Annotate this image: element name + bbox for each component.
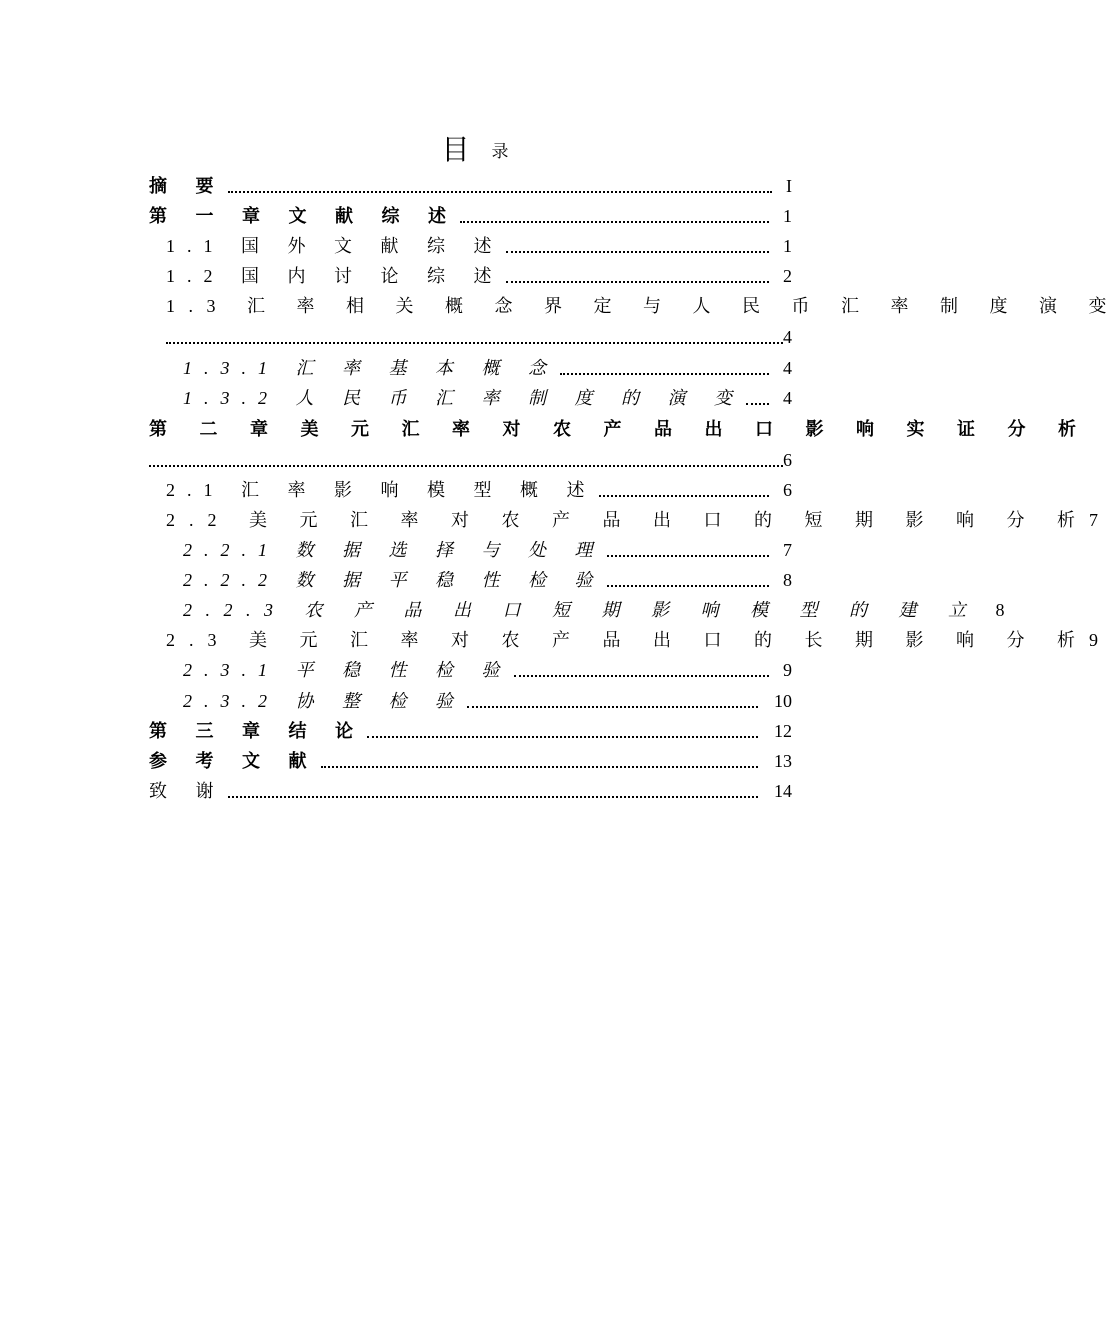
toc-entry-label: 2.2 美 元 汇 率 对 农 产 品 出 口 的 短 期 影 响 分 析 (166, 510, 1089, 530)
toc-entry-2-3-1[interactable] (183, 655, 792, 685)
toc-entry-page: 2 (783, 266, 792, 286)
toc-entry-label: 致 谢 (149, 781, 226, 801)
dot-leader (746, 403, 769, 405)
toc-entry-label: 2.2.3 农 产 品 出 口 短 期 影 响 模 型 的 建 立 (183, 600, 980, 620)
dot-leader (607, 585, 770, 587)
toc-entry-2-2-1[interactable] (183, 535, 792, 565)
toc-entry-page: 4 (783, 327, 792, 347)
dot-leader (321, 766, 759, 768)
dot-leader (367, 736, 758, 738)
toc-entry-page: 4 (783, 388, 792, 408)
toc-entry-label: 2.2.1 数 据 选 择 与 处 理 (183, 540, 605, 560)
toc-entry-label: 2.1 汇 率 影 响 模 型 概 述 (166, 480, 597, 500)
dot-leader (506, 251, 770, 253)
toc-entry-abstract[interactable] (149, 171, 792, 201)
toc-entry-2-2-2[interactable] (183, 565, 792, 595)
toc-entry-page: 12 (774, 721, 792, 741)
dot-leader (460, 221, 769, 223)
toc-entry-chapter-1[interactable] (149, 201, 792, 231)
toc-entry-label: 1.3.2 人 民 币 汇 率 制 度 的 演 变 (183, 388, 744, 408)
toc-entry-page: 6 (783, 480, 792, 500)
toc-entry-label: 2.3.2 协 整 检 验 (183, 691, 465, 711)
toc-entry-page: 9 (1089, 630, 1098, 650)
toc-title (0, 128, 950, 168)
toc-entry-1-2[interactable] (166, 261, 792, 291)
toc-entry-acknowledgements[interactable] (149, 776, 792, 806)
dot-leader (166, 342, 783, 344)
toc-entry-label: 第 三 章 结 论 (149, 721, 365, 741)
dot-leader (607, 555, 770, 557)
toc-entry-2-1[interactable] (166, 475, 792, 505)
toc-entry-1-3-leader-line[interactable] (166, 322, 792, 352)
toc-entry-page: 7 (1089, 510, 1098, 530)
dot-leader (467, 706, 758, 708)
toc-entry-1-3[interactable] (166, 291, 1120, 321)
toc-entry-page: 9 (783, 660, 792, 680)
toc-entry-label: 1.3 汇 率 相 关 概 念 界 定 与 人 民 币 汇 率 制 度 演 变 (166, 296, 1120, 316)
toc-title-secondary: 录 (491, 142, 509, 161)
toc-entry-label: 参 考 文 献 (149, 751, 319, 771)
toc-entry-1-3-1[interactable] (183, 353, 792, 383)
toc-entry-page: 8 (783, 570, 792, 590)
toc-entry-label: 2.2.2 数 据 平 稳 性 检 验 (183, 570, 605, 590)
toc-entry-label: 2.3 美 元 汇 率 对 农 产 品 出 口 的 长 期 影 响 分 析 (166, 630, 1089, 650)
toc-entry-page: 4 (783, 358, 792, 378)
toc-entry-2-2-3[interactable] (183, 595, 1005, 625)
toc-entry-chapter-3[interactable] (149, 716, 792, 746)
toc-entry-chapter-2[interactable] (149, 414, 1090, 444)
dot-leader (506, 281, 770, 283)
toc-entry-page: 14 (774, 781, 792, 801)
dot-leader (560, 373, 769, 375)
toc-entry-references[interactable] (149, 746, 792, 776)
dot-leader (228, 796, 759, 798)
toc-entry-label: 1.3.1 汇 率 基 本 概 念 (183, 358, 558, 378)
toc-entry-1-3-2[interactable] (183, 383, 792, 413)
toc-entry-label: 摘 要 (149, 176, 226, 196)
toc-entry-label: 2.3.1 平 稳 性 检 验 (183, 660, 512, 680)
toc-entry-label: 第 一 章 文 献 综 述 (149, 206, 458, 226)
dot-leader (149, 465, 783, 467)
toc-entry-page: 8 (995, 600, 1005, 620)
toc-entry-page: 7 (783, 540, 792, 560)
dot-leader (514, 675, 770, 677)
toc-title-main: 目 (441, 135, 470, 166)
toc-entry-2-2[interactable] (166, 505, 1098, 535)
toc-entry-1-1[interactable] (166, 231, 792, 261)
toc-entry-page: I (786, 176, 792, 196)
dot-leader (599, 495, 770, 497)
toc-entry-page: 1 (783, 206, 792, 226)
toc-entry-label: 1.2 国 内 讨 论 综 述 (166, 266, 504, 286)
toc-entry-label: 第 二 章 美 元 汇 率 对 农 产 品 出 口 影 响 实 证 分 析 (149, 419, 1090, 439)
toc-entry-2-3-2[interactable] (183, 686, 792, 716)
toc-entry-chapter-2-leader-line[interactable] (149, 445, 792, 475)
toc-entry-2-3[interactable] (166, 625, 1098, 655)
toc-entry-page: 13 (774, 751, 792, 771)
toc-entry-page: 10 (774, 691, 792, 711)
dot-leader (228, 191, 773, 193)
toc-entry-page: 1 (783, 236, 792, 256)
toc-entry-label: 1.1 国 外 文 献 综 述 (166, 236, 504, 256)
toc-entry-page: 6 (783, 450, 792, 470)
